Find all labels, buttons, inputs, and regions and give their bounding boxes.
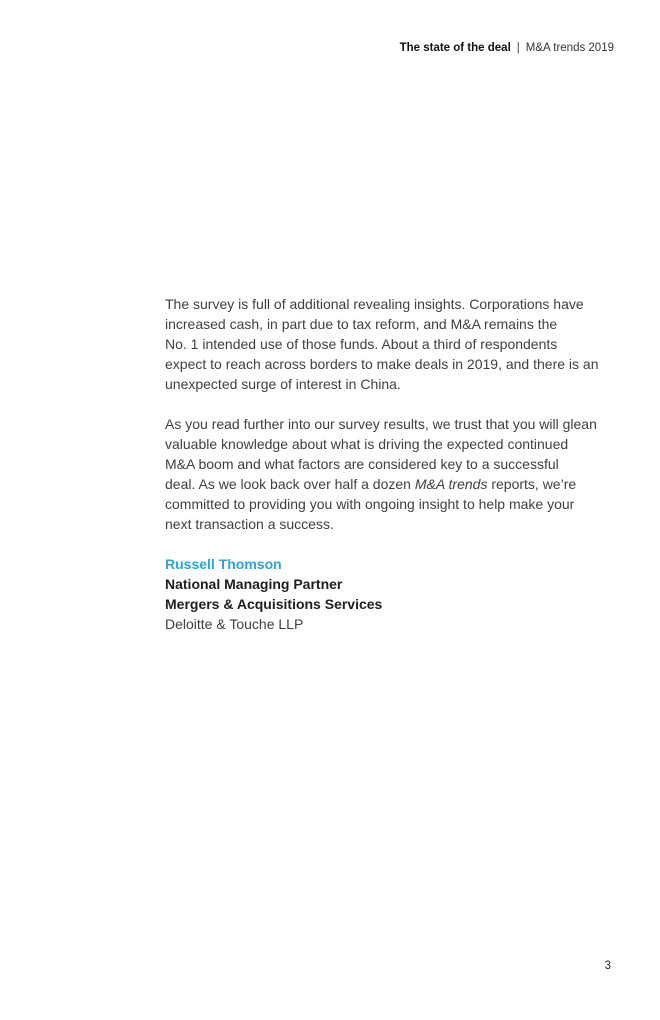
signature-company: Deloitte & Touche LLP <box>165 616 304 632</box>
header-separator: | <box>516 42 520 54</box>
paragraph-line: M&A boom and what factors are considered key to a successful <box>165 456 559 472</box>
signature-block <box>165 554 617 634</box>
body-text <box>165 294 617 634</box>
signature-name: Russell Thomson <box>165 556 282 572</box>
paragraph-line <box>165 474 617 494</box>
signature-title-1: National Managing Partner <box>165 576 343 592</box>
header-title: The state of the deal <box>399 42 511 54</box>
paragraph-closing-remarks <box>165 414 617 534</box>
paragraph-line: As you read further into our survey results, we trust that you will glean <box>165 416 597 432</box>
paragraph-line: valuable knowledge about what is driving the expected continued <box>165 436 569 452</box>
page-number: 3 <box>604 960 611 972</box>
paragraph-line: expect to reach across borders to make deals in 2019, and there is an <box>165 356 599 372</box>
paragraph-survey-insights <box>165 294 617 394</box>
paragraph-line: No. 1 intended use of those funds. About a third of respondents <box>165 336 558 352</box>
header-subtitle: M&A trends 2019 <box>525 42 614 54</box>
line-text: deal. As we look back over half a dozen <box>165 476 415 492</box>
signature-title-2: Mergers & Acquisitions Services <box>165 596 383 612</box>
paragraph-line: The survey is full of additional revealing insights. Corporations have <box>165 296 584 312</box>
report-title-italic: M&A trends <box>414 476 488 492</box>
paragraph-line: unexpected surge of interest in China. <box>165 376 401 392</box>
paragraph-line: committed to providing you with ongoing insight to help make your <box>165 496 575 512</box>
paragraph-line: next transaction a success. <box>165 516 334 532</box>
line-text: reports, we’re <box>487 476 577 492</box>
paragraph-line: increased cash, in part due to tax reform, and M&A remains the <box>165 316 558 332</box>
running-header <box>400 42 614 54</box>
